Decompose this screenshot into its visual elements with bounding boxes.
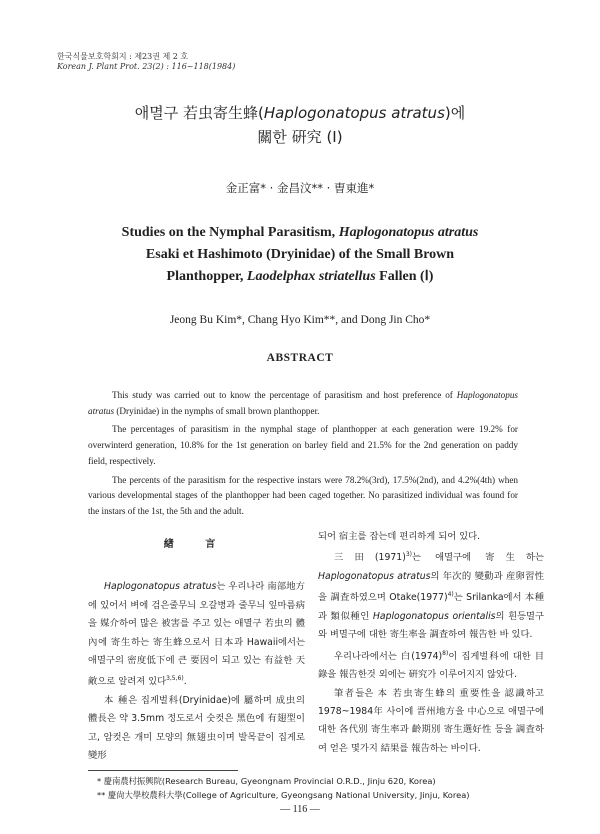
citation-ref: 3,5,6) bbox=[166, 675, 184, 683]
english-title-line-1 bbox=[0, 222, 600, 244]
footnote-2: ** 慶尙大學校農科大學(College of Agriculture, Gyeongsang National University, Jinju, Korea) bbox=[97, 790, 470, 800]
abstract-text: (Dryinidae) in the nymphs of small brown planthopper. bbox=[114, 405, 320, 416]
right-text: 는 Srilanka에서 本種과 類似種인 bbox=[318, 592, 544, 622]
korean-title-line-1 bbox=[0, 101, 600, 125]
right-paragraph-3: 筆者들은 本 若虫寄生蜂의 重要性을 認識하고 1978~1984年 사이에 晋州地方을 中心으로 애멸구에 대한 各代別 寄生率과 齡期別 寄生選好性 등을 調査하여 얻은 몇가지 結果를 報告하는 바이다. bbox=[318, 687, 544, 754]
korean-title-species: Haplogonatopus atratus bbox=[263, 104, 445, 122]
journal-citation-korean: 한국식물보호학회지 : 제23권 제 2 호 bbox=[57, 52, 189, 61]
english-title-line-3 bbox=[0, 266, 600, 288]
abstract-heading: ABSTRACT bbox=[266, 352, 334, 364]
abstract-paragraph-3: The percents of the parasitism for the respective instars were 78.2%(3rd), 17.5%(2nd), and 4.2%(4th) when various developmental stages of the planthopper had been caged together. No parasitized individual was found for the instars of the 1st, the 5th and the adult. bbox=[88, 474, 518, 516]
citation-ref: 8) bbox=[442, 649, 449, 657]
right-paragraph-1 bbox=[318, 546, 544, 644]
intro-text: . bbox=[183, 676, 187, 688]
right-text: 이 집게벌科에 대한 目錄을 報告한것 외에는 硏究가 이루어지지 않았다. bbox=[318, 650, 544, 681]
english-authors: Jeong Bu Kim*, Chang Hyo Kim**, and Dong Jin Cho* bbox=[169, 314, 431, 326]
journal-citation bbox=[57, 52, 235, 72]
right-column bbox=[318, 528, 544, 758]
intro-species: Haplogonatopus atratus bbox=[104, 581, 217, 593]
right-text: 三田(1971) bbox=[334, 552, 406, 564]
right-paragraph-2 bbox=[318, 645, 544, 685]
page-number: — 116 — bbox=[280, 804, 320, 815]
english-title-part: Planthopper, bbox=[166, 269, 247, 284]
citation-ref: 3) bbox=[405, 551, 412, 559]
abstract-species: Haplogonatopus atratus bbox=[88, 390, 518, 416]
right-paragraph-0: 되어 宿主를 잡는데 편리하게 되어 있다. bbox=[318, 531, 481, 542]
english-title-line-2: Esaki et Hashimoto (Dryinidae) of the Small Brown bbox=[145, 247, 455, 262]
footnote-divider bbox=[88, 770, 238, 771]
right-species: Haplogonatopus atratus bbox=[318, 570, 431, 582]
citation-ref: 4) bbox=[447, 591, 454, 599]
abstract-paragraph-1 bbox=[88, 388, 518, 419]
abstract-body bbox=[88, 388, 518, 523]
journal-citation-english: Korean J. Plant Prot. 23(2) : 116~118(1984) bbox=[57, 62, 236, 71]
footnotes bbox=[97, 774, 470, 802]
introduction-heading: 緖 言 bbox=[163, 539, 230, 550]
korean-title-part: 애멸구 若虫寄生蜂( bbox=[134, 104, 264, 122]
introduction-paragraph-1 bbox=[88, 578, 305, 692]
english-title-part: Fallen (Ⅰ) bbox=[375, 269, 434, 284]
right-text: 의 흰등멸구와 벼멸구에 대한 寄生率을 調査하여 報告한 바 있다. bbox=[318, 610, 545, 641]
footnote-1: * 慶南農村振興院(Research Bureau, Gyeongnam Provincial O.R.D., Jinju 620, Korea) bbox=[97, 776, 436, 786]
english-title bbox=[0, 222, 600, 288]
korean-title bbox=[0, 101, 600, 149]
korean-title-line-2: 關한 硏究 (I) bbox=[257, 128, 343, 146]
left-column bbox=[88, 528, 305, 766]
korean-title-part: )에 bbox=[444, 104, 466, 122]
abstract-paragraph-2: The percentages of parasitism in the nymphal stage of planthopper at each generation were 19.2% for overwinterd generation, 10.8% for the 1st generation on barley field and 21.5% for the 2nd generation on paddy field, respectively. bbox=[88, 424, 518, 466]
right-text: 의 年次的 變動과 産卵習性을 調査하였으며 Otake(1977) bbox=[318, 570, 544, 604]
english-title-host-species: Laodelphax striatellus bbox=[246, 269, 376, 284]
english-title-species: Haplogonatopus atratus bbox=[338, 225, 479, 240]
right-text: 우리나라에서는 白(1974) bbox=[334, 650, 443, 662]
right-text: 는 애멸구에 寄生하는 bbox=[412, 552, 544, 564]
introduction-paragraph-2: 本 種은 집게벌科(Dryinidae)에 屬하며 成虫의 體長은 약 3.5mm 정도로서 숫컷은 黑色에 有翅型이고, 암컷은 개미 모양의 無翅虫이며 발목끝이 집게로 變形 bbox=[88, 694, 305, 762]
abstract-text: This study was carried out to know the percentage of parasitism and host preference of bbox=[112, 390, 457, 400]
korean-authors: 金正富* · 金昌汶** · 曺東進* bbox=[225, 181, 375, 195]
intro-text: 는 우리나라 南部地方에 있어서 벼에 검은줄무늬 오갈병과 줄무늬 잎마름病을 媒介하여 많은 被害를 주고 있는 애멸구 若虫의 體內에 寄生하는 寄生蜂으로서 日本과 Hawaii에서는 애멸구의 密度低下에 큰 要因이 되고 있는 有益한 天敵으로 알려져 있다 bbox=[88, 581, 305, 688]
english-title-part: Studies on the Nymphal Parasitism, bbox=[121, 225, 339, 240]
right-species: Haplogonatopus orientalis bbox=[372, 610, 496, 622]
